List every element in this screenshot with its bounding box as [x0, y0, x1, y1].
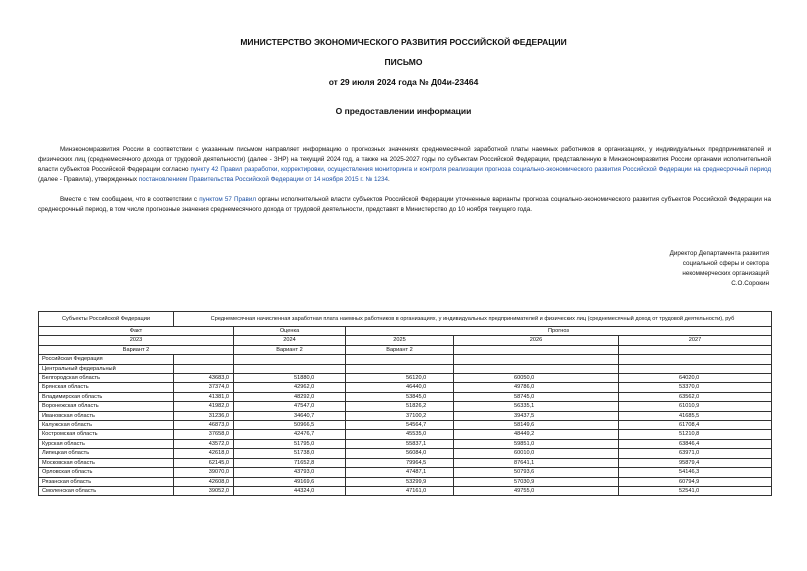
value-cell: 50966,5	[234, 421, 346, 430]
header-fact: Факт	[39, 327, 234, 336]
value-cell	[619, 355, 772, 364]
value-cell: 47161,0	[346, 486, 454, 495]
value-cell: 44324,0	[234, 486, 346, 495]
region-name-cell: Российская Федерация	[39, 355, 174, 364]
value-cell: 41685,5	[619, 411, 772, 420]
table-row	[39, 458, 772, 467]
value-cell: 54564,7	[346, 421, 454, 430]
table-body	[39, 355, 772, 496]
value-cell-2023: 39052,0	[174, 486, 234, 495]
ministry-title: МИНИСТЕРСТВО ЭКОНОМИЧЕСКОГО РАЗВИТИЯ РОССИЙСКОЙ ФЕДЕРАЦИИ	[240, 37, 567, 47]
paragraph-1-text-a: Минэкономразвития России в соответствии с указанным письмом направляет информацию о прогнозных значениях среднемесячной заработной платы наемных работников в организациях, у индивидуальных предпринимателей и физических лиц (среднемесячного дохода от трудовой деятельности) (далее - ЗНР) на текущий 2024 год, а также на 2025-2027 годы по субъектам Российской Федерации, представленную в Минэкономразвития России органами исполнительной власти субъектов Российской Федерации согласно	[38, 146, 771, 173]
header-variant-estimate: Вариант 2	[234, 345, 346, 354]
header-forecast: Прогноз	[346, 327, 772, 336]
paragraph-2	[38, 195, 771, 215]
value-cell: 49786,0	[454, 383, 619, 392]
signer-position-2: социальной сферы и сектора	[682, 260, 769, 267]
value-cell: 53845,0	[346, 392, 454, 401]
value-cell: 60010,0	[454, 449, 619, 458]
value-cell-2023: 42618,0	[174, 449, 234, 458]
header-subject-column: Субъекты Российской Федерации	[39, 312, 174, 327]
value-cell: 61708,4	[619, 421, 772, 430]
value-cell	[234, 355, 346, 364]
header-estimate: Оценка	[234, 327, 346, 336]
paragraph-2-text-b: органы исполнительной власти субъектов Российской Федерации уточненные варианты прогноза социально-экономического развития субъектов Российской Федерации на среднесрочный период, в том числе прогнозные значения среднемесячного дохода от трудовой деятельности, представят в Министерство до 10 ноября текущего года.	[38, 196, 771, 213]
signature-block	[670, 249, 769, 289]
header-empty-cell	[454, 345, 619, 354]
value-cell: 51880,0	[234, 374, 346, 383]
table-header-row-3	[39, 336, 772, 345]
table-row	[39, 411, 772, 420]
table-row	[39, 430, 772, 439]
document-subject: О предоставлении информации	[335, 106, 472, 116]
value-cell: 59851,0	[454, 439, 619, 448]
table-row	[39, 449, 772, 458]
paragraph-1	[38, 145, 771, 185]
value-cell: 53370,0	[619, 383, 772, 392]
region-name-cell: Центральный федеральный	[39, 364, 174, 373]
header-year-2025: 2025	[346, 336, 454, 345]
value-cell-2023: 41982,0	[174, 402, 234, 411]
table-header-row-1	[39, 312, 772, 327]
region-name-cell: Ивановская область	[39, 411, 174, 420]
value-cell-2023: 42608,0	[174, 477, 234, 486]
region-name-cell: Смоленская область	[39, 486, 174, 495]
value-cell: 60050,0	[454, 374, 619, 383]
value-cell: 56335,1	[454, 402, 619, 411]
value-cell: 37100,2	[346, 411, 454, 420]
value-cell: 34640,7	[234, 411, 346, 420]
value-cell: 51738,0	[234, 449, 346, 458]
value-cell: 57030,9	[454, 477, 619, 486]
value-cell: 42962,0	[234, 383, 346, 392]
signer-name: С.О.Сорокин	[731, 280, 769, 287]
table-row	[39, 355, 772, 364]
table-row	[39, 477, 772, 486]
region-name-cell: Рязанская область	[39, 477, 174, 486]
region-name-cell: Белгородская область	[39, 374, 174, 383]
region-name-cell: Орловская область	[39, 468, 174, 477]
region-name-cell: Владимирская область	[39, 392, 174, 401]
value-cell: 61010,9	[619, 402, 772, 411]
region-name-cell: Брянская область	[39, 383, 174, 392]
table-row	[39, 364, 772, 373]
value-cell-2023: 37374,0	[174, 383, 234, 392]
rules-p57-link[interactable]: пунктом 57 Правил	[199, 196, 257, 203]
value-cell: 47547,0	[234, 402, 346, 411]
header-salary-column: Среднемесячная начисленная заработная плата наемных работников в организациях, у индивидуальных предпринимателей и физических лиц (среднемесячный доход от трудовой деятельности), руб	[174, 312, 772, 327]
region-name-cell: Воронежская область	[39, 402, 174, 411]
value-cell: 63562,0	[619, 392, 772, 401]
document-date-number: от 29 июля 2024 года № Д04и-23464	[328, 77, 479, 87]
paragraph-1-text-c: .	[387, 176, 390, 183]
value-cell: 56084,0	[346, 449, 454, 458]
value-cell: 51826,2	[346, 402, 454, 411]
value-cell: 71652,8	[234, 458, 346, 467]
header-year-2026: 2026	[454, 336, 619, 345]
signer-position-1: Директор Департамента развития	[669, 250, 769, 257]
header-year-2023: 2023	[39, 336, 234, 345]
value-cell: 64020,0	[619, 374, 772, 383]
value-cell-2023: 43683,0	[174, 374, 234, 383]
value-cell	[346, 364, 454, 373]
value-cell-2023: 37658,0	[174, 430, 234, 439]
table-row	[39, 392, 772, 401]
table-row	[39, 486, 772, 495]
value-cell: 58149,6	[454, 421, 619, 430]
value-cell: 54146,3	[619, 468, 772, 477]
value-cell: 56120,0	[346, 374, 454, 383]
value-cell: 60794,9	[619, 477, 772, 486]
value-cell: 58745,0	[454, 392, 619, 401]
value-cell	[619, 364, 772, 373]
region-name-cell: Липецкая область	[39, 449, 174, 458]
value-cell: 55837,1	[346, 439, 454, 448]
header-empty-cell	[619, 345, 772, 354]
value-cell-2023: 43572,0	[174, 439, 234, 448]
paragraph-1-text-b: (далее - Правила), утвержденных	[38, 176, 139, 183]
salary-forecast-table	[38, 311, 772, 496]
value-cell: 49169,6	[234, 477, 346, 486]
value-cell	[234, 364, 346, 373]
table-row	[39, 468, 772, 477]
value-cell: 63846,4	[619, 439, 772, 448]
value-cell: 95879,4	[619, 458, 772, 467]
header-variant-forecast: Вариант 2	[346, 345, 454, 354]
value-cell	[346, 355, 454, 364]
region-name-cell: Московская область	[39, 458, 174, 467]
value-cell: 53299,9	[346, 477, 454, 486]
value-cell	[454, 364, 619, 373]
value-cell: 79964,5	[346, 458, 454, 467]
value-cell: 46440,0	[346, 383, 454, 392]
region-name-cell: Курская область	[39, 439, 174, 448]
table-row	[39, 374, 772, 383]
value-cell: 63971,0	[619, 449, 772, 458]
value-cell: 42476,7	[234, 430, 346, 439]
signer-position-3: некоммерческих организаций	[682, 270, 769, 277]
table-row	[39, 421, 772, 430]
table-row	[39, 383, 772, 392]
value-cell-2023: 31236,0	[174, 411, 234, 420]
document-type: ПИСЬМО	[384, 57, 423, 67]
table-header-row-2	[39, 327, 772, 336]
value-cell: 39437,5	[454, 411, 619, 420]
table-row	[39, 439, 772, 448]
value-cell-2023	[174, 364, 234, 373]
header-year-2024: 2024	[234, 336, 346, 345]
value-cell-2023	[174, 355, 234, 364]
header-year-2027: 2027	[619, 336, 772, 345]
value-cell	[454, 355, 619, 364]
value-cell: 87641,1	[454, 458, 619, 467]
value-cell: 47487,1	[346, 468, 454, 477]
value-cell: 45535,0	[346, 430, 454, 439]
value-cell: 49755,0	[454, 486, 619, 495]
value-cell: 50793,6	[454, 468, 619, 477]
value-cell-2023: 62145,0	[174, 458, 234, 467]
value-cell-2023: 39070,0	[174, 468, 234, 477]
table-row	[39, 402, 772, 411]
value-cell-2023: 46873,0	[174, 421, 234, 430]
region-name-cell: Калужская область	[39, 421, 174, 430]
table-header-row-4	[39, 345, 772, 354]
value-cell: 51795,0	[234, 439, 346, 448]
value-cell: 51210,8	[619, 430, 772, 439]
value-cell: 52541,0	[619, 486, 772, 495]
value-cell: 48292,0	[234, 392, 346, 401]
rules-p42-link[interactable]: пункту 42 Правил разработки, корректировки, осуществления мониторинга и контроля реализации прогноза социально-экономического развития Российской Федерации на среднесрочный период	[190, 166, 771, 173]
header-variant-fact: Вариант 2	[39, 345, 234, 354]
paragraph-2-text-a: Вместе с тем сообщаем, что в соответствии с	[60, 196, 200, 203]
government-decree-link[interactable]: постановлением Правительства Российской Федерации от 14 ноября 2015 г. № 1234	[138, 176, 388, 183]
value-cell: 43793,0	[234, 468, 346, 477]
region-name-cell: Костромская область	[39, 430, 174, 439]
value-cell-2023: 41381,0	[174, 392, 234, 401]
value-cell: 48449,2	[454, 430, 619, 439]
